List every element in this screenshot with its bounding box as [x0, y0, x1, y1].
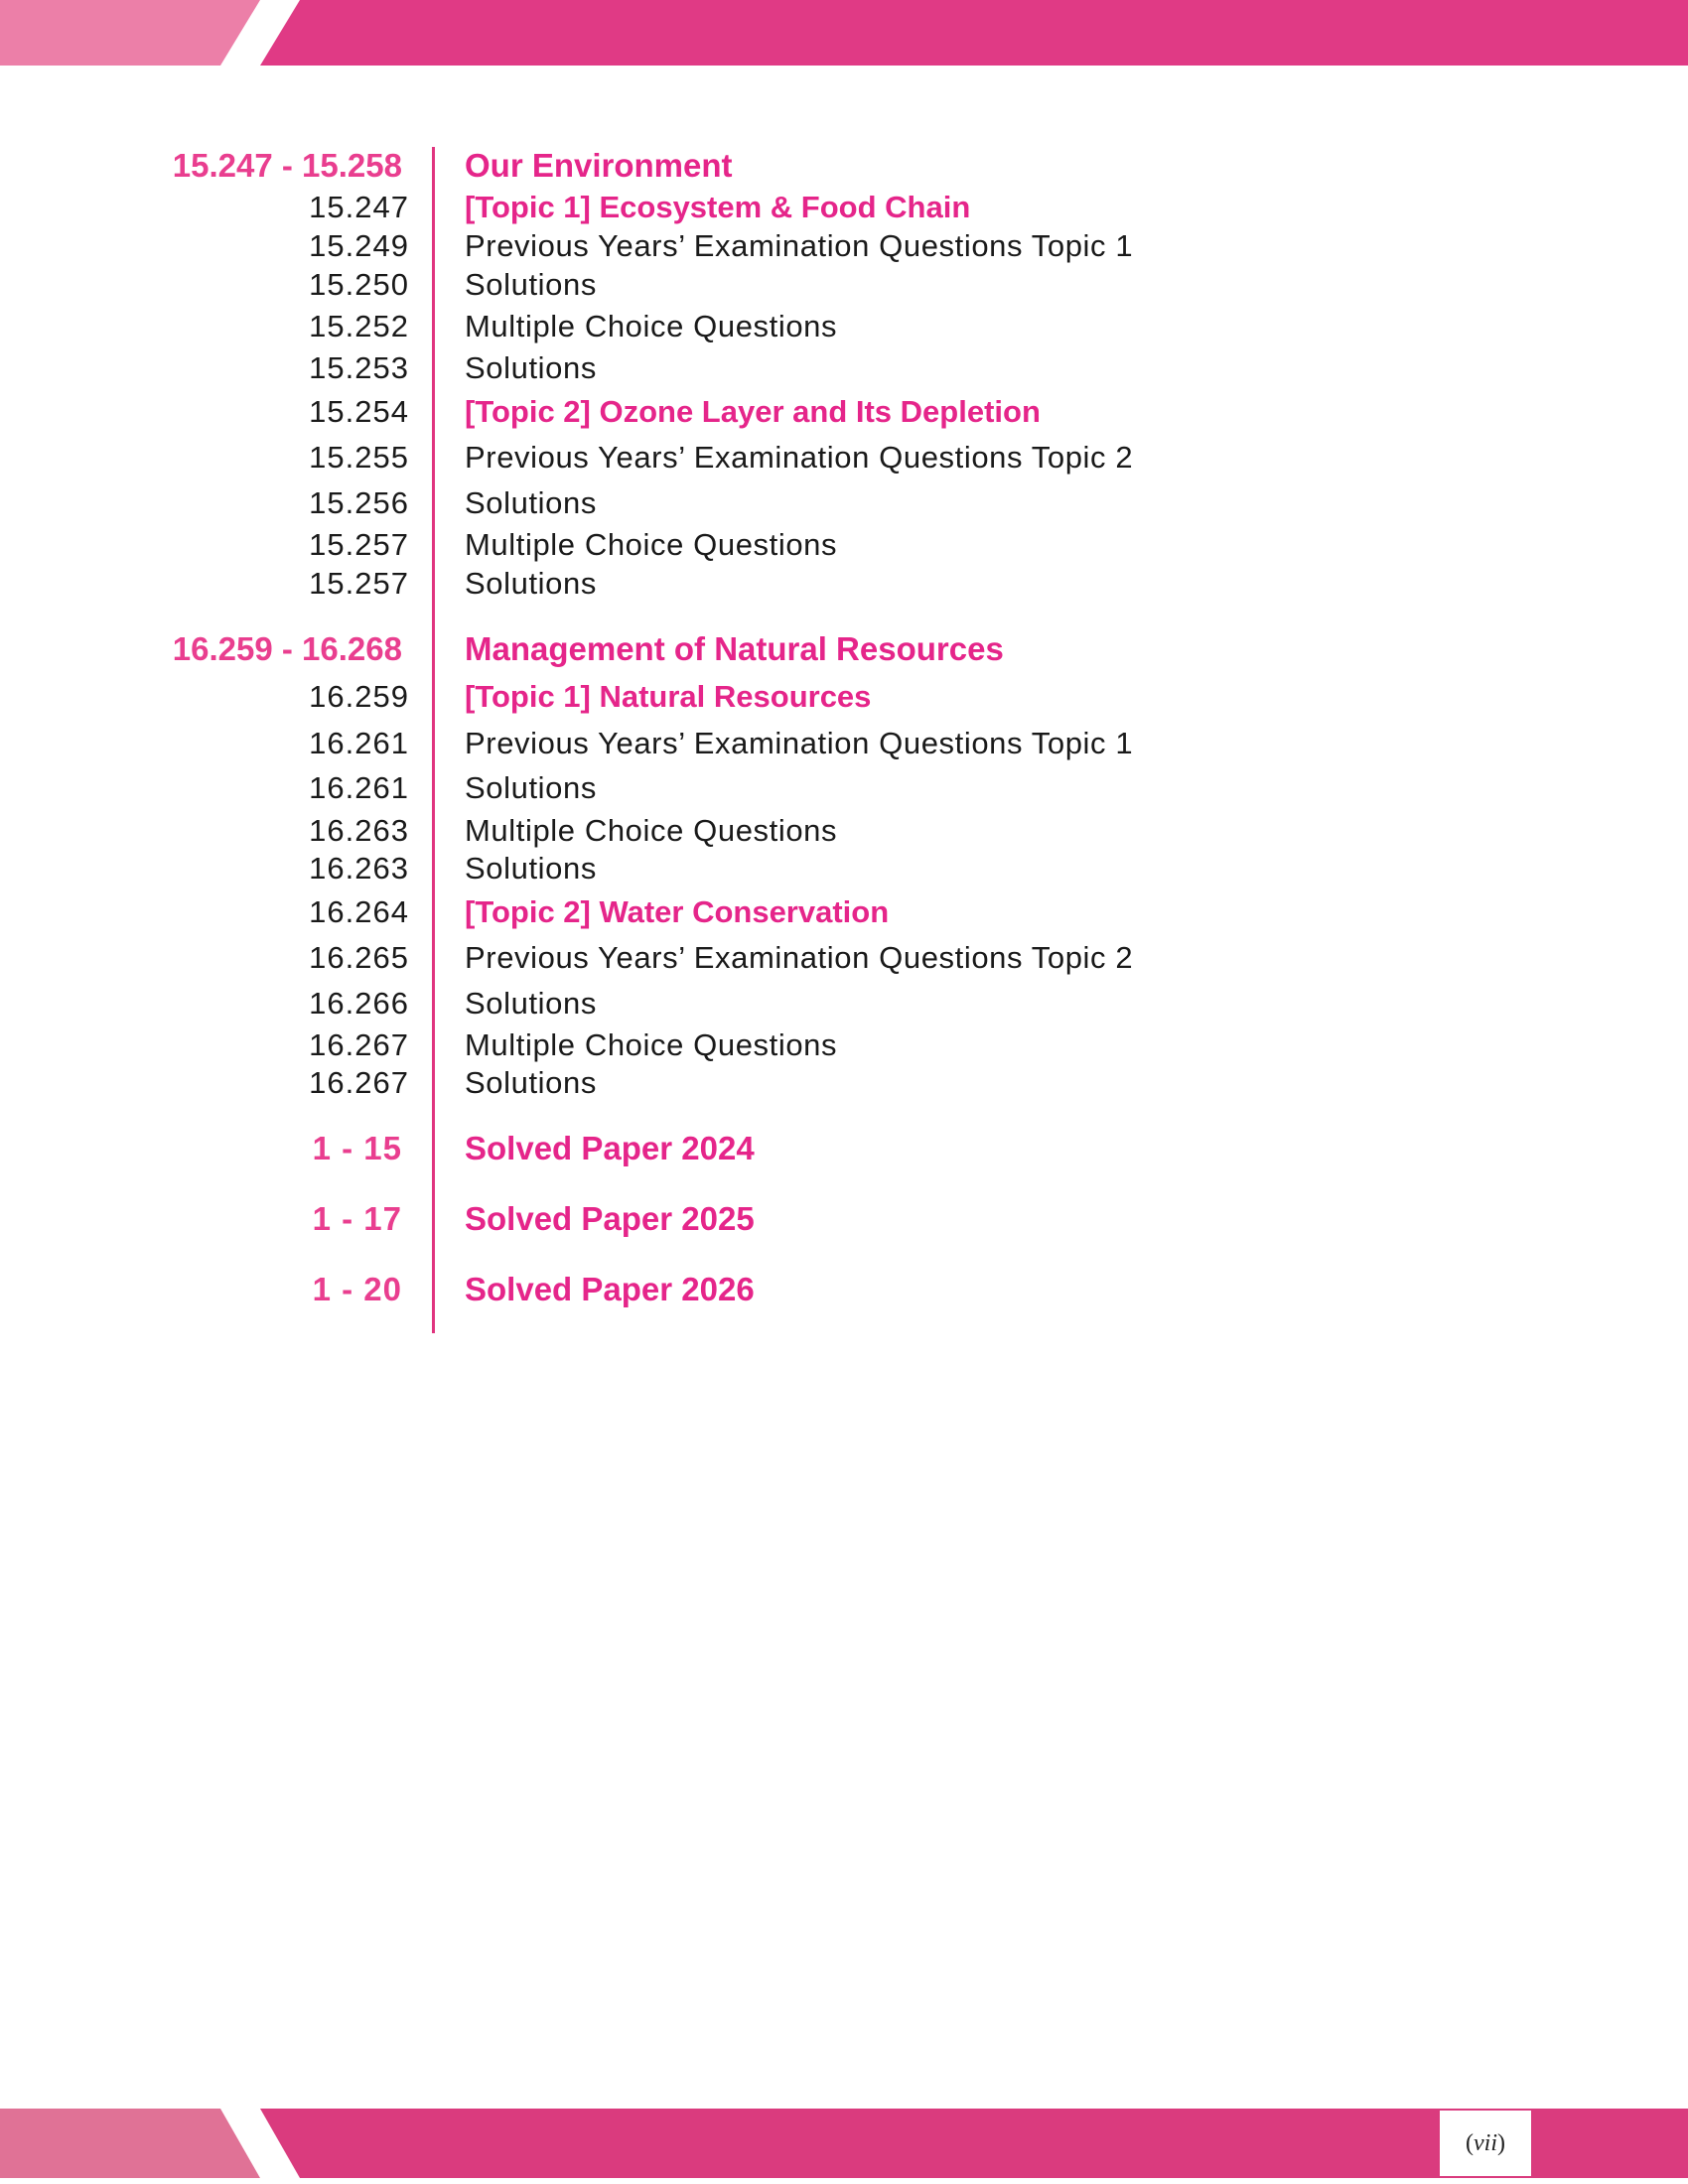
toc-topic-title: [Topic 2] Ozone Layer and Its Depletion	[465, 394, 1041, 429]
toc-item-title: Solutions	[465, 986, 597, 1021]
toc-item-entry[interactable]	[0, 345, 1688, 391]
toc-chapter-natural-resources[interactable]	[0, 626, 1688, 672]
toc-item-title: Solutions	[465, 770, 597, 805]
toc-topic-title: [Topic 1] Natural Resources	[465, 679, 872, 714]
toc-topic-title: [Topic 2] Water Conservation	[465, 894, 890, 929]
toc-item-title: Previous Years’ Examination Questions Topic 2	[465, 940, 1134, 975]
toc-item-title: Solutions	[465, 350, 597, 385]
toc-page: 15.253	[309, 350, 409, 385]
toc-item-title: Previous Years’ Examination Questions Topic 1	[465, 726, 1134, 760]
toc-solved-paper-2026[interactable]	[0, 1267, 1688, 1312]
toc-item-entry[interactable]	[0, 1060, 1688, 1106]
toc-page: 15.252	[309, 309, 409, 343]
toc-item-title: Solutions	[465, 1065, 597, 1100]
toc-page-range: 15.247 - 15.258	[172, 147, 402, 184]
toc-topic-entry[interactable]	[0, 889, 1688, 935]
toc-page: 16.267	[309, 1027, 409, 1062]
toc-item-entry[interactable]	[0, 304, 1688, 349]
header-band-shape	[0, 0, 1688, 66]
toc-item-entry[interactable]	[0, 981, 1688, 1026]
toc-chapter-our-environment[interactable]	[0, 143, 1688, 189]
toc-chapter-title: Management of Natural Resources	[465, 630, 1004, 667]
toc-page: 15.255	[309, 440, 409, 475]
toc-page: 15.257	[309, 566, 409, 601]
toc-item-title: Previous Years’ Examination Questions Topic 1	[465, 228, 1134, 263]
toc-item-title: Solutions	[465, 485, 597, 520]
page-number-value: vii	[1474, 2129, 1497, 2156]
toc-item-entry[interactable]	[0, 480, 1688, 526]
footer-band-shape	[0, 2109, 1688, 2178]
header-band	[0, 0, 1688, 66]
toc-item-title: Multiple Choice Questions	[465, 813, 838, 848]
toc-page-range: 1 - 17	[312, 1200, 402, 1237]
toc-item-title: Multiple Choice Questions	[465, 309, 838, 343]
toc-paper-title: Solved Paper 2025	[465, 1200, 755, 1237]
toc-page-range: 1 - 15	[312, 1130, 402, 1166]
toc-item-entry[interactable]	[0, 721, 1688, 766]
footer-band-light-segment	[0, 2109, 260, 2178]
toc-page: 15.257	[309, 527, 409, 562]
toc-item-entry[interactable]	[0, 765, 1688, 811]
toc-item-title: Solutions	[465, 566, 597, 601]
toc-page: 16.263	[309, 813, 409, 848]
toc-page: 16.264	[309, 894, 409, 929]
toc-page-range: 1 - 20	[312, 1271, 402, 1307]
toc-item-title: Previous Years’ Examination Questions Topic 2	[465, 440, 1134, 475]
toc-topic-title: [Topic 1] Ecosystem & Food Chain	[465, 190, 971, 224]
toc-item-entry[interactable]	[0, 262, 1688, 308]
footer-band	[0, 2109, 1688, 2178]
toc-topic-entry[interactable]	[0, 389, 1688, 435]
toc-page: 16.265	[309, 940, 409, 975]
header-band-dark-segment	[260, 0, 1688, 66]
toc-page-range: 16.259 - 16.268	[172, 630, 402, 667]
toc-paper-title: Solved Paper 2024	[465, 1130, 755, 1166]
page-number: ( vii )	[1440, 2111, 1531, 2176]
toc-item-entry[interactable]	[0, 935, 1688, 981]
toc-page: 15.249	[309, 228, 409, 263]
toc-paper-title: Solved Paper 2026	[465, 1271, 755, 1307]
toc-solved-paper-2024[interactable]	[0, 1126, 1688, 1171]
toc-solved-paper-2025[interactable]	[0, 1196, 1688, 1242]
toc-page: 15.254	[309, 394, 409, 429]
toc-chapter-title: Our Environment	[465, 147, 733, 184]
toc-page: 15.256	[309, 485, 409, 520]
toc-item-title: Multiple Choice Questions	[465, 1027, 838, 1062]
toc-page: 16.259	[309, 679, 409, 714]
toc-page: 15.247	[309, 190, 409, 224]
toc-page: 16.267	[309, 1065, 409, 1100]
toc-page: 16.266	[309, 986, 409, 1021]
toc-item-title: Multiple Choice Questions	[465, 527, 838, 562]
toc-page: 16.261	[309, 726, 409, 760]
toc-item-title: Solutions	[465, 267, 597, 302]
header-band-light-segment	[0, 0, 260, 66]
toc-item-entry[interactable]	[0, 435, 1688, 480]
toc-page: 15.250	[309, 267, 409, 302]
toc-page: 16.261	[309, 770, 409, 805]
toc-topic-entry[interactable]	[0, 674, 1688, 720]
toc-item-entry[interactable]	[0, 846, 1688, 891]
toc-page: 16.263	[309, 851, 409, 886]
toc-item-entry[interactable]	[0, 561, 1688, 607]
toc-item-title: Solutions	[465, 851, 597, 886]
